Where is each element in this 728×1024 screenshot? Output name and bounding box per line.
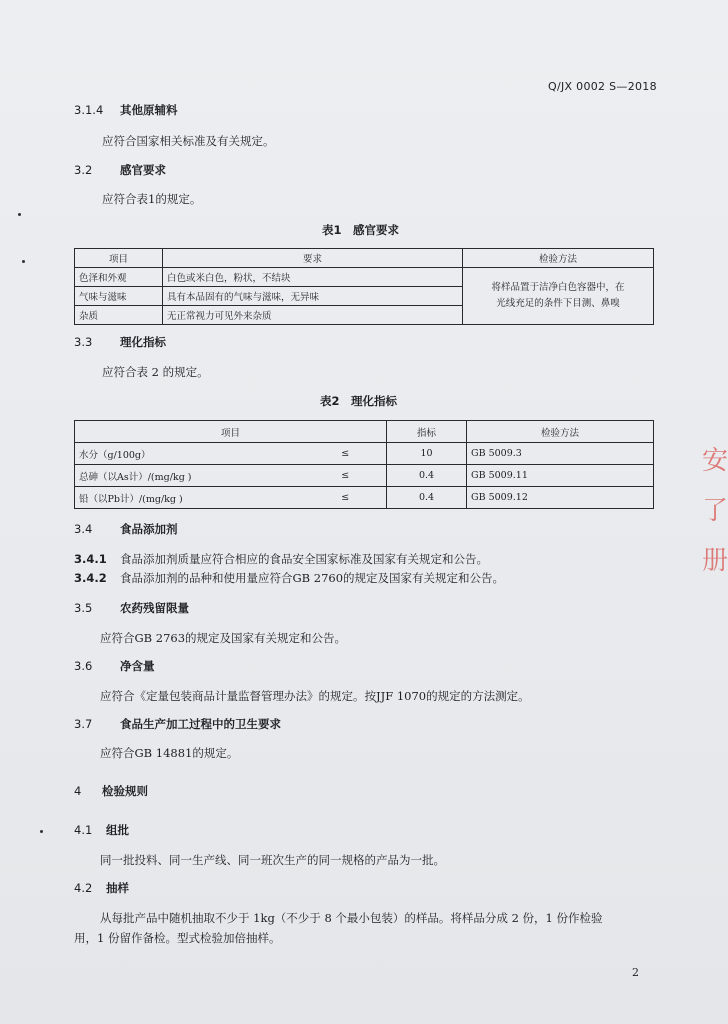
table-header: 指标: [387, 421, 467, 443]
heading-3-5: 3.5 农药残留限量: [74, 601, 189, 615]
heading-3-1-4: 3.1.4 其他原辅料: [74, 103, 178, 117]
scan-speck: [40, 830, 43, 833]
scan-speck: [22, 260, 25, 263]
table-row: 杂质 无正常视力可见外来杂质: [75, 306, 654, 325]
paragraph-4-2-line2: 用，1 份留作备检。型式检验加倍抽样。: [74, 931, 281, 945]
paragraph-3-1-4: 应符合国家相关标准及有关规定。: [102, 134, 275, 148]
table-header: 检验方法: [467, 421, 654, 443]
heading-4: 4 检验规则: [74, 784, 148, 798]
table-header: 检验方法: [463, 249, 654, 268]
paragraph-3-7: 应符合GB 14881的规定。: [100, 746, 239, 760]
paragraph-3-6: 应符合《定量包装商品计量监督管理办法》的规定。按JJF 1070的规定的方法测定。: [100, 689, 530, 703]
table-row: 水分（g/100g） ≤ 10 GB 5009.3: [75, 443, 654, 465]
table-header: 项目: [75, 421, 387, 443]
heading-4-2: 4.2 抽样: [74, 881, 129, 895]
table-row: 色泽和外观 白色或米白色，粉状，不结块 将样品置于洁净白色容器中，在 光线充足的条件下目测、鼻嗅: [75, 268, 654, 287]
heading-4-1: 4.1 组批: [74, 823, 129, 837]
paragraph-3-2: 应符合表1的规定。: [102, 192, 202, 206]
table-header: 项目: [75, 249, 163, 268]
table-row: 气味与滋味 具有本品固有的气味与滋味，无异味: [75, 287, 654, 306]
heading-3-7: 3.7 食品生产加工过程中的卫生要求: [74, 717, 281, 731]
table1-caption: 表1 感官要求: [322, 223, 400, 237]
test-method-cell: 将样品置于洁净白色容器中，在 光线充足的条件下目测、鼻嗅: [463, 268, 654, 325]
paragraph-4-1: 同一批投料、同一生产线、同一班次生产的同一规格的产品为一批。: [100, 853, 445, 867]
document-number: Q/JX 0002 S—2018: [548, 80, 657, 93]
table-row: 铅（以Pb计）/(mg/kg ) ≤ 0.4 GB 5009.12: [75, 487, 654, 509]
paragraph-3-5: 应符合GB 2763的规定及国家有关规定和公告。: [100, 631, 347, 645]
table-row: 总砷（以As计）/(mg/kg ) ≤ 0.4 GB 5009.11: [75, 465, 654, 487]
seal-stamp-fragment: 安 了 册: [702, 446, 728, 576]
paragraph-4-2-line1: 从每批产品中随机抽取不少于 1kg（不少于 8 个最小包装）的样品。将样品分成 2 份，1 份作检验: [100, 911, 603, 925]
page-number: 2: [632, 966, 639, 979]
heading-3-4: 3.4 食品添加剂: [74, 522, 178, 536]
heading-3-2: 3.2 感官要求: [74, 163, 166, 177]
paragraph-3-4-1: 3.4.1 食品添加剂质量应符合相应的食品安全国家标准及国家有关规定和公告。: [74, 552, 488, 566]
scan-speck: [18, 213, 21, 216]
paragraph-3-3: 应符合表 2 的规定。: [102, 365, 209, 379]
heading-3-6: 3.6 净含量: [74, 659, 155, 673]
sensory-table: [74, 248, 654, 325]
table-header: 要求: [163, 249, 463, 268]
physicochemical-table: [74, 420, 654, 509]
paragraph-3-4-2: 3.4.2 食品添加剂的品种和使用量应符合GB 2760的规定及国家有关规定和公告。: [74, 571, 505, 585]
heading-3-3: 3.3 理化指标: [74, 335, 166, 349]
table2-caption: 表2 理化指标: [320, 394, 398, 408]
